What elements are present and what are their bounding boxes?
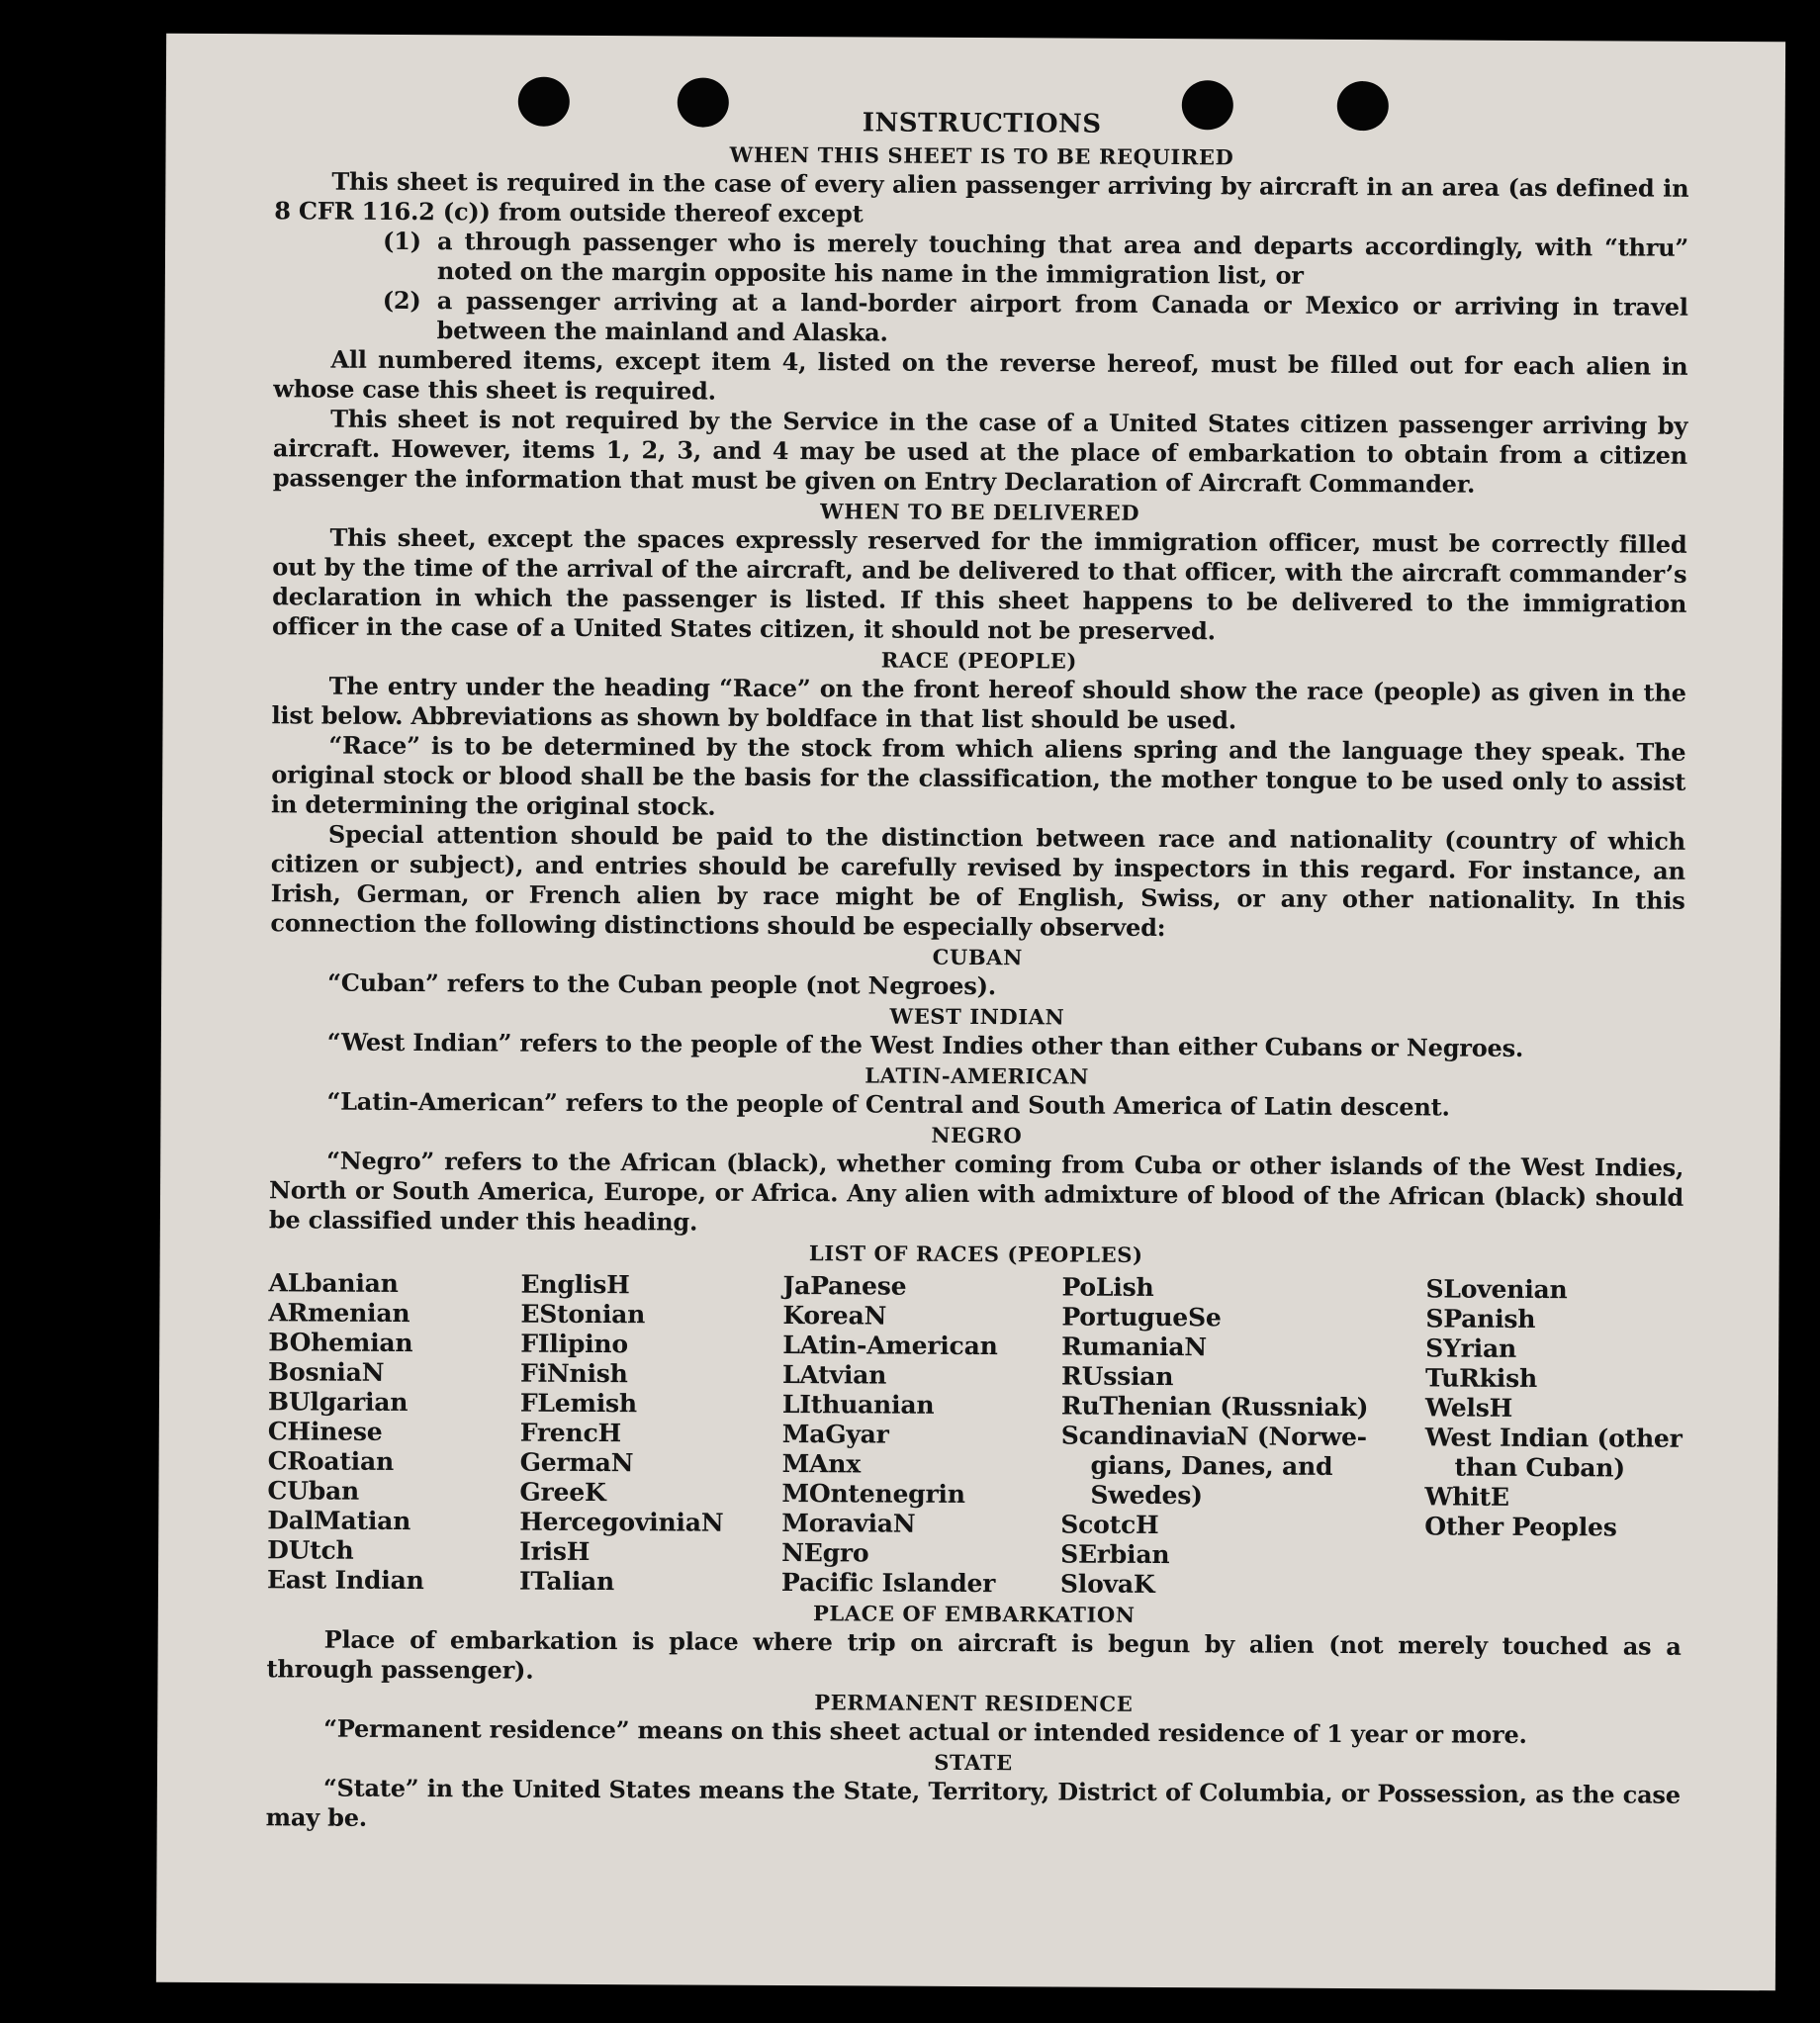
heading-permanent-residence: PERMANENT RESIDENCE	[814, 1690, 1134, 1716]
paragraph: This sheet is required in the case of every alien passenger arriving by aircraft in an area (as defined in 8 CFR 116.2 (c)) from outside thereof except	[274, 166, 1689, 229]
race-item: EStonian	[520, 1299, 646, 1330]
race-item: Other Peoples	[1424, 1512, 1617, 1542]
heading-latin-american: LATIN-AMERICAN	[864, 1062, 1090, 1089]
paragraph: “Race” is to be determined by the stock from which aliens spring and the language they speak. The original stock or blood shall be the basis for the classification, the mother tongue to be used only to assist in determining the original stock.	[271, 730, 1686, 821]
race-item: GermaN	[519, 1447, 634, 1478]
races-list	[267, 1268, 1684, 1602]
paragraph: This sheet is not required by the Service in the case of a United States citizen passenger arriving by aircraft. However, items 1, 2, 3, and 4 may be used at the place of embarkation to obtain from a citizen passenger the information that must be given on Entry Declaration of Aircraft Commander.	[272, 404, 1688, 499]
race-item: SYrian	[1425, 1333, 1517, 1363]
race-item: WhitE	[1424, 1482, 1509, 1512]
race-item: GreeK	[519, 1477, 606, 1508]
race-item: BosniaN	[268, 1357, 385, 1387]
race-item: FrencH	[519, 1418, 622, 1448]
definition-permanent-residence: “Permanent residence” means on this sheet actual or intended residence of 1 year or more.	[323, 1713, 1527, 1749]
race-item: BUlgarian	[267, 1387, 409, 1418]
instructions-body	[266, 103, 1689, 1839]
race-item: ScandinaviaN (Norwe-	[1060, 1421, 1367, 1452]
race-item: gians, Danes, and	[1090, 1450, 1333, 1481]
definition-embarkation: Place of embarkation is place where trip on aircraft is begun by alien (not merely touched as a through passenger).	[266, 1624, 1682, 1685]
race-item: TuRkish	[1424, 1363, 1538, 1394]
race-item: KoreaN	[782, 1301, 887, 1331]
paragraph: This sheet, except the spaces expressly reserved for the immigration officer, must be correctly filled out by the time of the arrival of the aircraft, and be delivered to that officer, with the aircraft commander’s declaration in which the passenger is listed. If this sheet happens to be delivered to the immigration officer in the case of a United States citizen, it should not be preserved.	[271, 522, 1687, 646]
race-item: NEgro	[781, 1538, 869, 1568]
race-item: HercegoviniaN	[519, 1507, 724, 1537]
race-item: SlovaK	[1059, 1569, 1155, 1599]
race-item: RuThenian (Russniak)	[1060, 1391, 1369, 1423]
heading-west-indian: WEST INDIAN	[889, 1003, 1065, 1030]
race-item: LAtin-American	[782, 1331, 998, 1361]
page-title: INSTRUCTIONS	[862, 108, 1102, 139]
race-item: JaPanese	[782, 1271, 907, 1301]
exceptions-list	[383, 227, 1689, 352]
race-item: West Indian (other	[1424, 1423, 1683, 1453]
heading-when-required: WHEN THIS SHEET IS TO BE REQUIRED	[729, 141, 1234, 170]
race-item: WelsH	[1424, 1393, 1513, 1423]
exception-item	[383, 286, 1688, 352]
definition-state: “State” in the United States means the State, Territory, District of Columbia, or Possession, as the case may be.	[265, 1773, 1681, 1832]
heading-embarkation: PLACE OF EMBARKATION	[812, 1601, 1136, 1627]
race-item: SLovenian	[1425, 1274, 1568, 1305]
race-item: CHinese	[267, 1417, 383, 1446]
race-item: FLemish	[519, 1388, 638, 1419]
race-item: ALbanian	[268, 1268, 399, 1298]
exception-number: (1)	[382, 226, 421, 256]
race-item: than Cuban)	[1454, 1452, 1626, 1483]
definition-negro: “Negro” refers to the African (black), whether coming from Cuba or other islands of the West Indies, North or South America, Europe, or Africa. Any alien with admixture of blood of the African (black) should be classified under this heading.	[268, 1146, 1684, 1237]
race-item: BOhemian	[268, 1328, 413, 1358]
paragraph: Special attention should be paid to the distinction between race and nationality (country of which citizen or subject), and entries should be carefully revised by inspectors in this regard. For instance, an Irish, German, or French alien by race might be of English, Swiss, or any other nationality. In this connection the following distinctions should be especially observed:	[270, 819, 1685, 943]
race-item: PoLish	[1061, 1272, 1154, 1302]
exception-item	[383, 227, 1688, 293]
heading-list-of-races: LIST OF RACES (PEOPLES)	[808, 1241, 1143, 1267]
race-item: MAnx	[781, 1449, 862, 1479]
race-item: LAtvian	[782, 1360, 887, 1390]
heading-when-delivered: WHEN TO BE DELIVERED	[820, 499, 1140, 525]
exception-number: (2)	[382, 285, 421, 316]
race-item: DalMatian	[267, 1506, 411, 1536]
race-item: East Indian	[266, 1565, 424, 1596]
race-item: EnglisH	[520, 1269, 630, 1300]
race-item: MOntenegrin	[781, 1479, 965, 1509]
paragraph: All numbered items, except item 4, listed on the reverse hereof, must be filled out for each alien in whose case this sheet is required.	[273, 344, 1688, 406]
race-item: LIthuanian	[781, 1390, 935, 1420]
paragraph: The entry under the heading “Race” on the front hereof should show the race (people) as given in the list below. Abbreviations as shown by boldface in that list should be used.	[271, 671, 1686, 735]
race-item: DUtch	[267, 1535, 354, 1565]
definition-latin-american: “Latin-American” refers to the people of Central and South America of Latin descent.	[326, 1086, 1450, 1122]
race-item	[1424, 1541, 1682, 1572]
race-item: SErbian	[1060, 1539, 1170, 1570]
race-item: Swedes)	[1090, 1480, 1203, 1511]
race-item: ScotcH	[1060, 1510, 1159, 1540]
race-item: PortugueSe	[1061, 1302, 1222, 1333]
document-page	[156, 34, 1785, 1991]
race-item: Pacific Islander	[780, 1568, 996, 1599]
heading-race: RACE (PEOPLE)	[880, 647, 1077, 674]
definition-west-indian: “West Indian” refers to the people of the West Indies other than either Cubans or Negroes.	[326, 1027, 1524, 1062]
race-item: CUban	[267, 1476, 360, 1506]
race-item: FIlipino	[520, 1329, 628, 1359]
race-item	[1424, 1571, 1682, 1602]
race-item: FiNnish	[520, 1358, 628, 1389]
race-item: SPanish	[1425, 1304, 1536, 1333]
heading-cuban: CUBAN	[932, 944, 1023, 970]
race-item: ITalian	[518, 1566, 615, 1597]
race-item: IrisH	[519, 1536, 591, 1566]
race-item: ARmenian	[268, 1298, 410, 1329]
exception-text: a through passenger who is merely touching that area and departs accordingly, with “thru” noted on the margin opposite his name in the immigration list, or	[436, 227, 1689, 290]
exception-text: a passenger arriving at a land-border airport from Canada or Mexico or arriving in travel between the mainland and Alaska.	[436, 286, 1688, 347]
race-item: CRoatian	[267, 1446, 395, 1476]
race-item: MaGyar	[781, 1420, 889, 1449]
race-item: MoraviaN	[781, 1509, 916, 1538]
race-item: RUssian	[1060, 1361, 1174, 1392]
heading-negro: NEGRO	[931, 1122, 1023, 1149]
definition-cuban: “Cuban” refers to the Cuban people (not Negroes).	[327, 967, 997, 1001]
heading-state: STATE	[934, 1749, 1013, 1776]
race-item: RumaniaN	[1061, 1332, 1208, 1362]
